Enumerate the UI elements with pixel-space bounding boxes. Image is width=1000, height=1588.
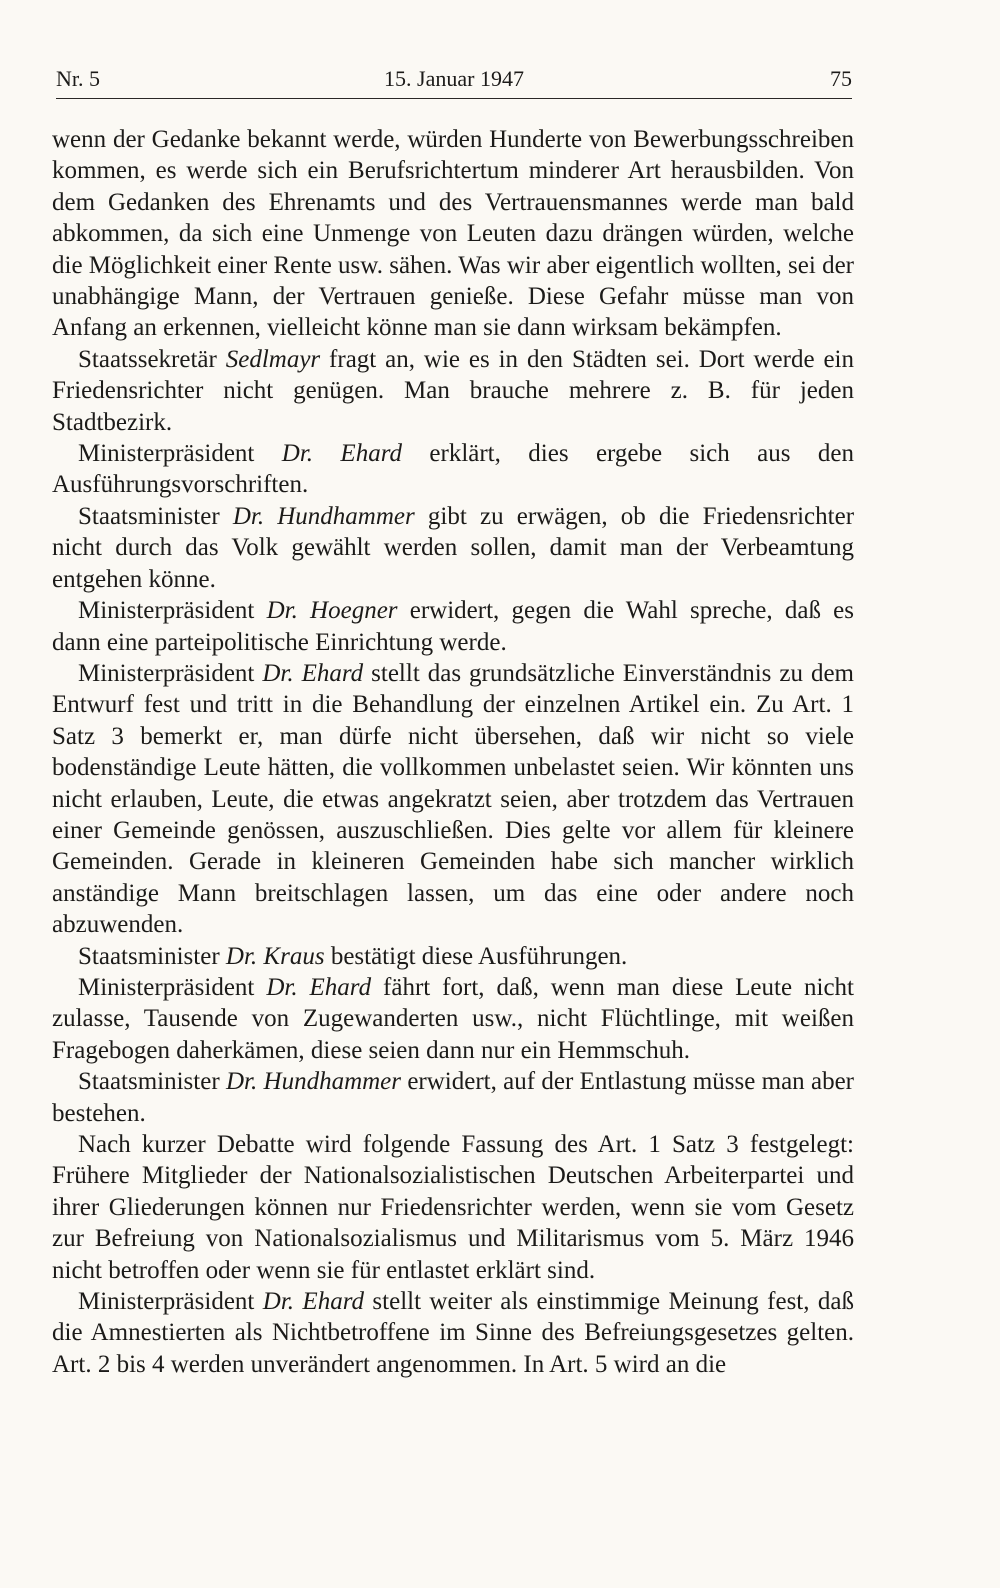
paragraph — [52, 1286, 854, 1380]
speaker-name: Dr. Ehard — [262, 659, 364, 687]
paragraph — [52, 344, 854, 438]
paragraph — [52, 501, 854, 595]
header-date: 15. Januar 1947 — [384, 66, 524, 91]
speaker-name: Dr. Ehard — [266, 973, 372, 1001]
paragraph-text: erklärt, dies ergebe sich aus den Ausführungsvorschriften. — [52, 440, 854, 499]
paragraph-text: wenn der Gedanke bekannt werde, würden Hunderte von Bewerbungsschreiben kommen, es werde sich ein Berufsrichtertum minderer Art herausbilden. Von dem Gedanken des Ehrenamts und des Vertrauensmannes werde man bald abkommen, da sich eine Unmenge von Leuten dazu drängen würden, welche die Möglichkeit einer Rente usw. sähen. Was wir aber eigentlich wollten, sei der unabhängige Mann, der Vertrauen genieße. Diese Gefahr müsse man von Anfang an erkennen, vielleicht könne man sie dann wirksam bekämpfen. — [52, 126, 854, 342]
paragraph — [52, 595, 854, 658]
paragraph-text: Nach kurzer Debatte wird folgende Fassung des Art. 1 Satz 3 festgelegt: Frühere Mitglieder der Nationalsozialistischen Deutschen Arbeiterpartei und ihrer Gliederungen können nur Friedensrichter werden, wenn sie vom Gesetz zur Befreiung von Nationalsozialismus und Militarismus vom 5. März 1946 nicht betroffen oder wenn sie für entlastet erklärt sind. — [52, 1131, 854, 1284]
protocol-text — [52, 124, 854, 1380]
paragraph — [52, 1066, 854, 1129]
paragraph — [52, 972, 854, 1066]
paragraph-text: erwidert, auf der Entlastung müsse man aber bestehen. — [52, 1068, 855, 1127]
paragraph-text: fährt fort, daß, wenn man diese Leute nicht zulasse, Tausende von Zugewanderten usw., nicht Flüchtlinge, mit weißen Fragebogen daherkämen, diese seien dann nur ein Hemmschuh. — [52, 973, 854, 1064]
speaker-name: Dr. Hoegner — [266, 597, 398, 625]
paragraph-text: stellt das grundsätzliche Einverständnis zu dem Entwurf fest und tritt in die Behandlung der einzelnen Artikel ein. Zu Art. 1 Satz 3 bemerkt er, man dürfe nicht übersehen, daß wir nicht so viele bodenständige Leute hätten, die vollkommen unbelastet seien. Wir könnten uns nicht erlauben, Leute, die etwas angekratzt seien, aber trotzdem das Vertrauen einer Gemeinde genössen, auszuschließen. Dies gelte vor allem für kleinere Gemeinden. Gerade in kleineren Gemeinden habe sich mancher wirklich anständige Mann breitschlagen lassen, um das eine oder andere noch abzuwenden. — [52, 659, 854, 939]
speaker-title: Staatsminister — [78, 942, 226, 970]
speaker-name: Dr. Kraus — [225, 942, 325, 970]
speaker-title: Staatssekretär — [78, 345, 226, 373]
paragraph-text: fragt an, wie es in den Städten sei. Dort werde ein Friedensrichter nicht genügen. Man brauche mehrere z. B. für jeden Stadtbezirk. — [52, 345, 854, 436]
speaker-name: Sedlmayr — [225, 345, 321, 373]
speaker-name: Dr. Ehard — [281, 440, 402, 468]
speaker-title: Ministerpräsident — [78, 597, 267, 625]
paragraph-text: bestätigt diese Ausführungen. — [324, 942, 628, 970]
paragraph-text: stellt weiter als einstimmige Meinung fest, daß die Amnestierten als Nichtbetroffene im Sinne des Befreiungsgesetzes gelten. Art. 2 bis 4 werden unverändert angenommen. In Art. 5 wird an die — [52, 1288, 854, 1378]
speaker-name: Dr. Hundhammer — [225, 1068, 402, 1096]
speaker-name: Dr. Ehard — [262, 1288, 365, 1316]
speaker-title: Ministerpräsident — [78, 440, 282, 468]
speaker-title: Ministerpräsident — [78, 659, 263, 687]
paragraph — [52, 124, 854, 344]
speaker-title: Ministerpräsident — [78, 973, 267, 1001]
paragraph — [52, 941, 854, 972]
paragraph — [52, 1129, 854, 1286]
paragraph-text: erwidert, gegen die Wahl spreche, daß es dann eine parteipolitische Einrichtung werde. — [52, 597, 854, 656]
speaker-name: Dr. Hundhammer — [232, 502, 415, 530]
paragraph-text: gibt zu erwägen, ob die Friedensrichter nicht durch das Volk gewählt werden sollen, damit man der Verbeamtung entgehen könne. — [52, 502, 855, 593]
page-number: 75 — [830, 66, 852, 91]
speaker-title: Staatsminister — [78, 502, 233, 530]
running-head — [56, 64, 852, 99]
paragraph — [52, 438, 854, 501]
speaker-title: Ministerpräsident — [78, 1288, 263, 1316]
issue-number: Nr. 5 — [56, 66, 100, 91]
paragraph — [52, 658, 854, 941]
speaker-title: Staatsminister — [78, 1068, 226, 1096]
